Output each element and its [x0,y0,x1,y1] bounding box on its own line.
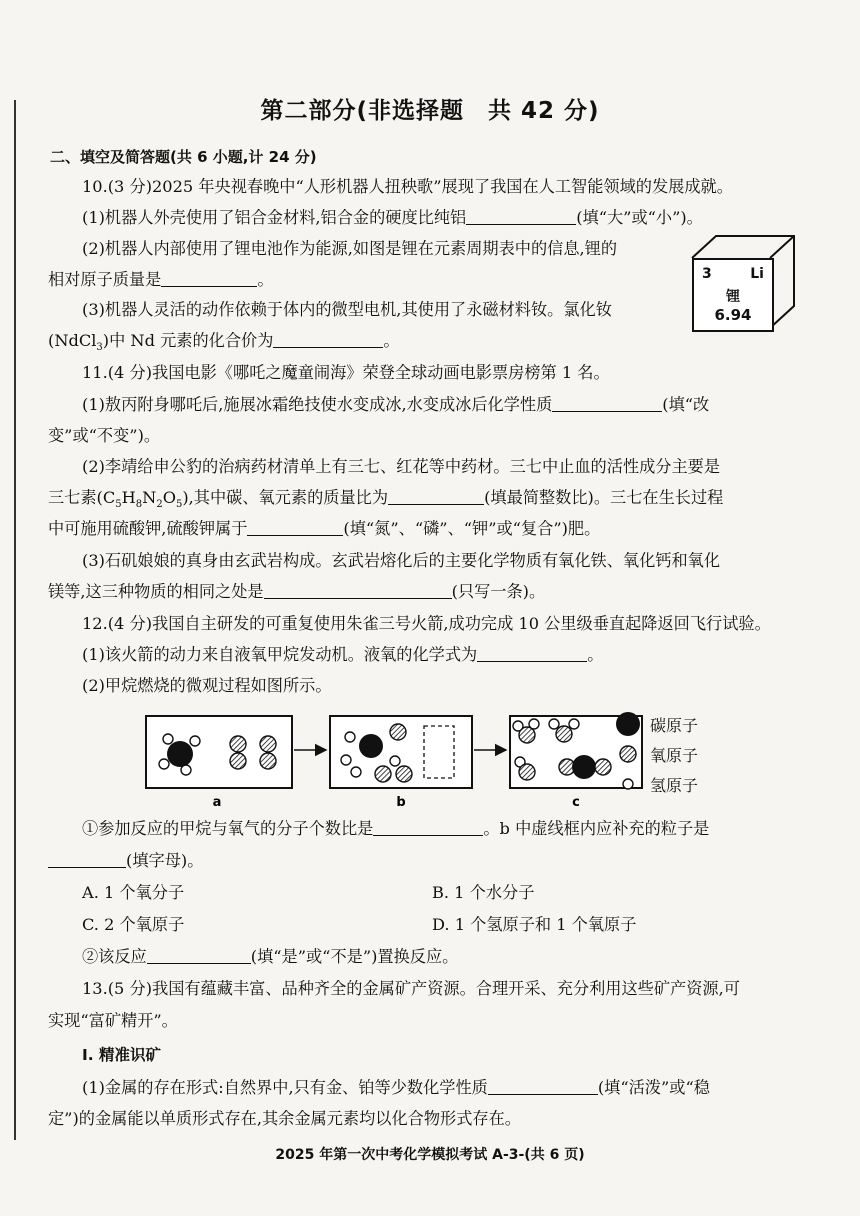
page-footer: 2025 年第一次中考化学模拟考试 A-3-(共 6 页) [275,1147,585,1163]
q10-part3-text: )中 Nd 元素的化合价为 [102,331,274,350]
q13-part1-text: (1)金属的存在形式:自然界中,只有金、铂等少数化学性质 [82,1078,488,1097]
q12-sub2-text: ②该反应 [82,947,147,966]
q12-sub1-line2 [48,850,203,872]
q11-part3-line2 [48,581,545,603]
label-a: a [212,795,222,810]
q13-part1-line2: 定”)的金属能以单质形式存在,其余金属元素均以化合物形式存在。 [48,1109,521,1128]
q11-part1-hint: (填“改 [662,395,710,414]
q11-part2-text2: 中可施用硫酸钾,硫酸钾属于 [48,519,248,538]
binding-margin-line [14,100,16,1140]
q10-part3-line2 [48,330,400,359]
q12-sub1-text2: 。b 中虚线框内应补充的粒子是 [483,819,710,838]
q11-part3-text: 镁等,这三种物质的相同之处是 [48,582,264,601]
q12-part1 [82,644,603,666]
q10-part2-text: 相对原子质量是 [48,270,162,289]
label-b: b [396,795,406,810]
answer-blank[interactable] [373,819,483,836]
atomic-mass: 6.94 [714,306,752,324]
q11-part2-line1: (2)李靖给申公豹的治病药材清单上有三七、红花等中药材。三七中止血的活性成分主要是 [82,457,721,476]
q11-part1-line1 [82,394,709,416]
q12-sub1-line1 [82,818,709,840]
formula-text: H [121,488,136,507]
q11-stem: 11.(4 分)我国电影《哪吒之魔童闹海》荣登全球动画电影票房榜第 1 名。 [82,363,610,382]
q10-part1 [82,207,703,229]
q13-stem-line1: 13.(5 分)我国有蕴藏丰富、品种齐全的金属矿产资源。合理开采、充分利用这些矿产资源,可 [82,979,740,998]
q11-part2-line3 [48,518,600,540]
q11-part2-text: ),其中碳、氧元素的质量比为 [182,488,389,507]
formula-text: 三七素(C [48,488,116,507]
q11-part2-hint: (填最简整数比)。三七在生长过程 [484,488,724,507]
q11-part1-text: (1)敖丙附身哪吒后,施展冰霜绝技使水变成冰,水变成冰后化学性质 [82,395,553,414]
q11-part2-hint2: (填“氮”、“磷”、“钾”或“复合”)肥。 [343,519,601,538]
answer-blank[interactable] [466,208,576,225]
q12-sub1-text: ①参加反应的甲烷与氧气的分子个数比是 [82,819,374,838]
legend-oxygen-label: 氧原子 [650,746,699,765]
q11-part2-line2 [48,487,723,516]
q13-stem-line2: 实现“富矿精开”。 [48,1011,178,1030]
q10-stem: 10.(3 分)2025 年央视春晚中“人形机器人扭秧歌”展现了我国在人工智能领域的发展成就。 [82,177,733,196]
option-d[interactable]: D. 1 个氢原子和 1 个氧原子 [432,915,637,934]
formula-text: N [142,488,157,507]
element-symbol: Li [750,266,764,282]
legend-hydrogen-label: 氢原子 [650,776,699,795]
formula-subscript: 2 [156,499,163,511]
legend-carbon-label: 碳原子 [650,716,699,735]
answer-blank[interactable] [147,947,251,964]
page-title: 第二部分(非选择题 共 42 分) [260,98,600,124]
option-b[interactable]: B. 1 个水分子 [432,883,535,902]
oxygen-atom-icon [614,740,644,768]
formula-text: (NdCl [48,331,97,350]
q11-part1-line2: 变”或“不变”)。 [48,426,161,445]
element-card-face [692,258,774,332]
q13-part1-line1 [82,1077,710,1099]
q12-stem: 12.(4 分)我国自主研发的可重复使用朱雀三号火箭,成功完成 10 公里级垂直起降返回飞行试验。 [82,614,771,633]
carbon-dioxide-molecule [559,755,611,779]
formula-subscript: 5 [175,499,183,511]
q10-part2-line2 [48,269,274,291]
q10-part2-end: 。 [257,270,274,289]
q12-sub2 [82,946,458,968]
q10-part3-end: 。 [383,331,400,350]
answer-blank[interactable] [477,645,587,662]
q12-part1-end: 。 [587,645,604,664]
q12-sub2-hint: (填“是”或“不是”)置换反应。 [250,947,459,966]
option-c[interactable]: C. 2 个氧原子 [82,915,185,934]
answer-blank[interactable] [552,395,662,412]
q11-part3-hint: (只写一条)。 [451,582,546,601]
element-name: 锂 [726,289,740,305]
lithium-element-card [690,234,796,330]
answer-blank[interactable] [264,582,452,599]
answer-blank[interactable] [388,488,484,505]
formula-subscript: 5 [115,499,122,511]
q12-part2: (2)甲烷燃烧的微观过程如图所示。 [82,676,332,695]
formula-text: O [162,488,176,507]
answer-blank[interactable] [247,519,343,536]
q10-part2-line1: (2)机器人内部使用了锂电池作为能源,如图是锂在元素周期表中的信息,锂的 [82,239,618,258]
answer-blank[interactable] [48,851,126,868]
q13-part1-hint: (填“活泼”或“稳 [597,1078,710,1097]
q13-part1-heading: Ⅰ. 精准识矿 [82,1046,162,1064]
q10-part1-hint: (填“大”或“小”)。 [576,208,703,227]
answer-blank[interactable] [488,1078,598,1095]
q12-sub1-hint: (填字母)。 [126,851,204,870]
hydrogen-atom-icon [614,770,644,798]
q11-part3-line1: (3)石矶娘娘的真身由玄武岩构成。玄武岩熔化后的主要化学物质有氧化铁、氧化钙和氧化 [82,551,721,570]
formula-subscript: 8 [135,499,143,511]
label-c: c [572,795,580,810]
q10-part3-line1: (3)机器人灵活的动作依赖于体内的微型电机,其使用了永磁材料钕。氯化钕 [82,300,612,319]
answer-blank[interactable] [273,331,383,348]
formula-subscript: 3 [96,342,103,354]
q10-part1-text: (1)机器人外壳使用了铝合金材料,铝合金的硬度比纯铝 [82,208,467,227]
option-a[interactable]: A. 1 个氧分子 [82,883,185,902]
atomic-number: 3 [702,266,712,282]
answer-blank[interactable] [161,270,257,287]
carbon-atom-icon [614,710,644,738]
section-heading: 二、填空及简答题(共 6 小题,计 24 分) [50,148,317,166]
q12-part1-text: (1)该火箭的动力来自液氧甲烷发动机。液氧的化学式为 [82,645,478,664]
